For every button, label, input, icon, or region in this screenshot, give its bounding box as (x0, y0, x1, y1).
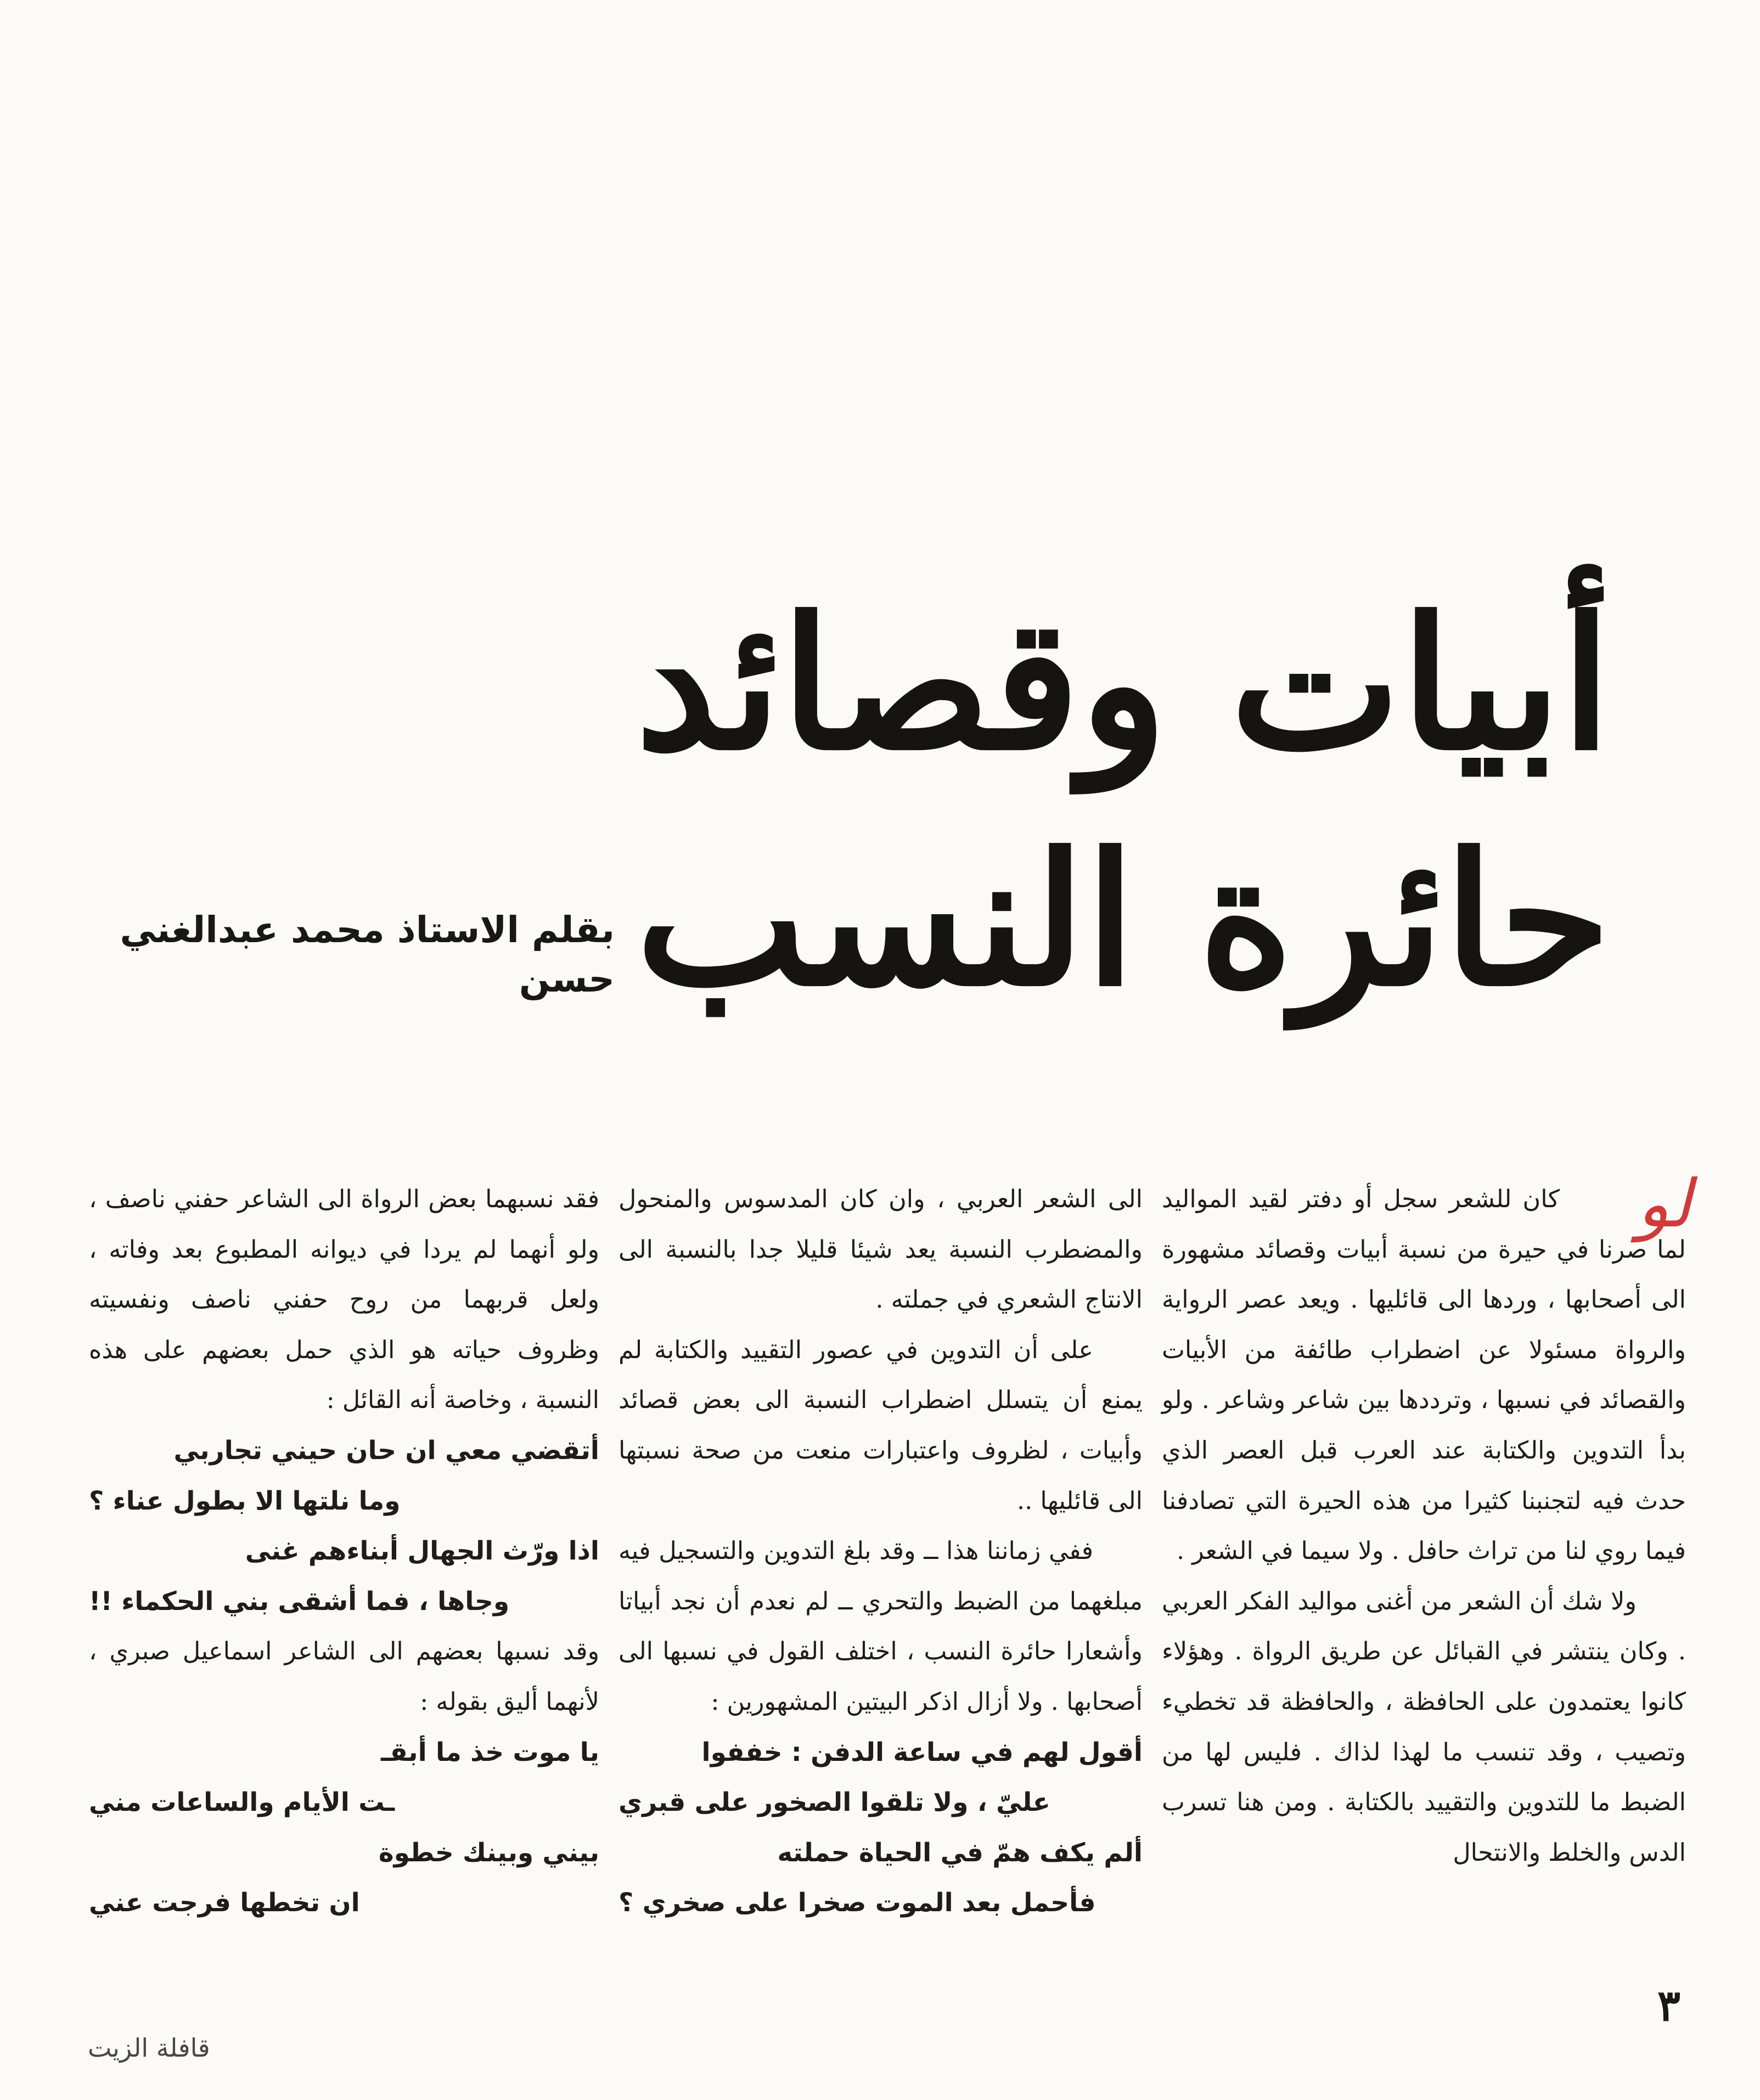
drop-cap: لو (1637, 1166, 1691, 1242)
title-line-1: أبيات وقصائد (635, 577, 1612, 791)
paragraph: ففي زماننا هذا ــ وقد بلغ التدوين والتسجيل فيه مبلغهما من الضبط والتحري ــ لم نعدم أن نجد أبياتا وأشعارا حائرة النسب ، اختلف القول في نسبها الى أصحابها . ولا أزال اذكر البيتين المشهورين : (618, 1537, 1143, 1716)
verse-line: يا موت خذ ما أبقـ (381, 1737, 599, 1767)
verse-line: بيني وبينك خطوة (378, 1837, 599, 1868)
verse-line: أتقضي معي ان حان حيني تجاربي (173, 1435, 599, 1466)
magazine-name: قافلة الزيت (88, 2033, 210, 2063)
verse-line: ان تخطها فرجت عني (89, 1888, 360, 1918)
verse-line: اذا ورّث الجهال أبناءهم غنى (245, 1536, 599, 1567)
verse-line: أقول لهم في ساعة الدفن : خففوا (701, 1737, 1143, 1767)
verse-line: عليّ ، ولا تلقوا الصخور على قبري (618, 1787, 1050, 1818)
verse-line: ألم يكف همّ في الحياة حملته (777, 1837, 1143, 1868)
paragraph: الى الشعر العربي ، وان كان المدسوس والمنحول والمضطرب النسبة يعد شيئا قليلا جدا بالنسبة الى الانتاج الشعري في جملته . (618, 1185, 1143, 1314)
paragraph: كان للشعر سجل أو دفتر لقيد المواليد لما صرنا في حيرة من نسبة أبيات وقصائد مشهورة الى أصحابها ، وردها الى قائليها . ويعد عصر الرواية والرواة مسئولا عن اضطراب طائفة من الأبيات والقصائد في نسبها ، وترددها بين شاعر وشاعر . ولو بدأ التدوين والكتابة عند العرب قبل العصر الذي حدث فيه لتجنبنا كثيرا من هذه الحيرة التي تصادفنا فيما روي لنا من تراث حافل . ولا سيما في الشعر . (1162, 1185, 1686, 1566)
column-middle (618, 1174, 1143, 1981)
title-line-2: حائرة النسب (636, 813, 1611, 1027)
paragraph: ولا شك أن الشعر من أغنى مواليد الفكر العربي . وكان ينتشر في القبائل عن طريق الرواة . وهؤلاء كانوا يعتمدون على الحافظة ، والحافظة قد تخطيء وتصيب ، وقد تنسب ما لهذا لذاك . فليس لها من الضبط ما للتدوين والتقييد بالكتابة . ومن هنا تسرب الدس والخلط والانتحال (1162, 1587, 1686, 1867)
paragraph: على أن التدوين في عصور التقييد والكتابة لم يمنع أن يتسلل اضطراب النسبة الى بعض قصائد وأبيات ، لظروف واعتبارات منعت من صحة نسبتها الى قائليها .. (618, 1336, 1143, 1515)
article-title (575, 566, 1672, 1038)
verse-line: وما نلتها الا بطول عناء ؟ (89, 1485, 401, 1516)
paragraph: فقد نسبهما بعض الرواة الى الشاعر حفني ناصف ، ولو أنهما لم يردا في ديوانه المطبوع بعد وفاته ، ولعل قربهما من روح حفني ناصف ونفسيته وظروف حياته هو الذي حمل بعضهم على هذه النسبة ، وخاصة أنه القائل : (89, 1185, 599, 1415)
column-left (89, 1174, 599, 1981)
author-byline: بقلم الاستاذ محمد عبدالغني حسن (120, 909, 615, 1000)
column-right (1162, 1166, 1691, 1981)
page-number: ٣ (1657, 1981, 1680, 2031)
paragraph: وقد نسبها بعضهم الى الشاعر اسماعيل صبري ، لأنهما أليق بقوله : (89, 1637, 599, 1716)
verse-line: ـت الأيام والساعات مني (89, 1787, 395, 1818)
verse-line: وجاها ، فما أشقى بني الحكماء !! (89, 1586, 510, 1617)
verse-line: فأحمل بعد الموت صخرا على صخري ؟ (618, 1888, 1096, 1918)
